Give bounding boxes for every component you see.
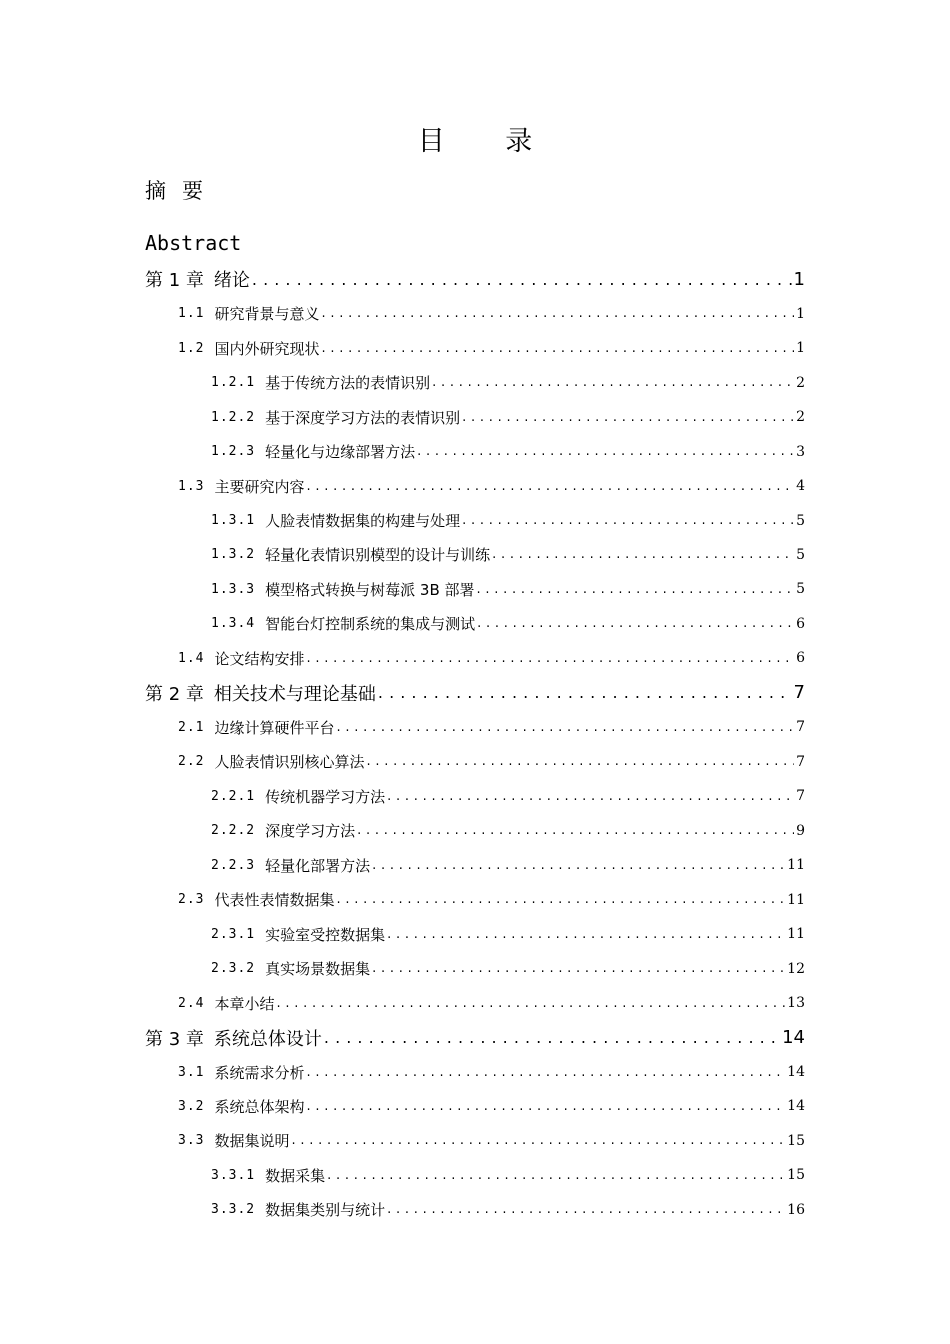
toc-entry-label: 轻量化部署方法 bbox=[265, 856, 371, 875]
toc-entry-label: 实验室受控数据集 bbox=[265, 925, 386, 944]
toc-entry-page-number: 1 bbox=[796, 305, 805, 322]
toc-entry-page-number: 16 bbox=[787, 1201, 805, 1218]
toc-entry-number: 2.2.2 bbox=[211, 823, 256, 839]
toc-entry-page-number: 14 bbox=[787, 1098, 805, 1115]
table-of-contents bbox=[0, 262, 950, 1227]
toc-entry-page-number: 14 bbox=[782, 1027, 805, 1049]
toc-entry-label: 系统总体架构 bbox=[214, 1097, 305, 1116]
toc-entry-number: 3.3 bbox=[178, 1133, 205, 1149]
toc-entry-page-number: 1 bbox=[793, 268, 805, 290]
toc-entry-label: 边缘计算硬件平台 bbox=[214, 718, 335, 737]
toc-entry-label: 基于传统方法的表情识别 bbox=[265, 374, 431, 393]
toc-entry-number: 1.2.1 bbox=[211, 375, 256, 391]
toc-entry[interactable] bbox=[0, 400, 805, 434]
toc-entry-label: 主要研究内容 bbox=[214, 477, 305, 496]
toc-entry-number: 3.3.2 bbox=[211, 1202, 256, 1218]
toc-entry-number: 2.2.3 bbox=[211, 857, 256, 873]
toc-entry-label: 系统需求分析 bbox=[214, 1063, 305, 1082]
toc-entry[interactable] bbox=[0, 1055, 805, 1089]
toc-entry-number: 1.3.1 bbox=[211, 513, 256, 529]
toc-entry-number: 3.1 bbox=[178, 1064, 205, 1080]
toc-entry-page-number: 6 bbox=[796, 615, 805, 632]
toc-dot-leader bbox=[307, 651, 795, 666]
toc-entry[interactable] bbox=[0, 951, 805, 985]
toc-entry[interactable] bbox=[0, 779, 805, 813]
toc-entry-number: 1.3.3 bbox=[211, 581, 256, 597]
toc-entry-number: 第 3 章 bbox=[145, 1028, 204, 1050]
toc-entry-number: 2.2 bbox=[178, 754, 205, 770]
toc-entry-number: 1.4 bbox=[178, 650, 205, 666]
toc-entry-page-number: 7 bbox=[796, 719, 805, 736]
toc-entry-page-number: 7 bbox=[796, 788, 805, 805]
toc-entry-label: 深度学习方法 bbox=[265, 822, 356, 841]
toc-entry-number: 第 2 章 bbox=[145, 683, 204, 705]
toc-entry-number: 2.1 bbox=[178, 719, 205, 735]
toc-entry-label: 国内外研究现状 bbox=[214, 339, 320, 358]
toc-entry-label: 基于深度学习方法的表情识别 bbox=[265, 408, 461, 427]
toc-entry-page-number: 5 bbox=[796, 581, 805, 598]
toc-entry[interactable] bbox=[0, 1089, 805, 1123]
toc-dot-leader bbox=[327, 1168, 785, 1183]
toc-entry-label: 本章小结 bbox=[214, 994, 275, 1013]
toc-entry-label: 轻量化表情识别模型的设计与训练 bbox=[265, 546, 491, 565]
toc-dot-leader bbox=[337, 720, 795, 735]
toc-entry-page-number: 3 bbox=[796, 443, 805, 460]
toc-dot-leader bbox=[387, 789, 794, 804]
toc-entry[interactable] bbox=[0, 986, 805, 1020]
toc-dot-leader bbox=[432, 375, 794, 390]
toc-entry-label: 论文结构安排 bbox=[214, 649, 305, 668]
toc-entry[interactable] bbox=[0, 503, 805, 537]
toc-entry[interactable] bbox=[0, 676, 805, 710]
toc-entry-page-number: 15 bbox=[787, 1167, 805, 1184]
toc-dot-leader bbox=[477, 582, 795, 597]
toc-entry-label: 人脸表情识别核心算法 bbox=[214, 753, 365, 772]
toc-dot-leader bbox=[378, 683, 792, 702]
toc-entry-page-number: 11 bbox=[787, 891, 805, 908]
toc-entry[interactable] bbox=[0, 1020, 805, 1054]
toc-entry[interactable] bbox=[0, 710, 805, 744]
toc-dot-leader bbox=[387, 1202, 785, 1217]
toc-dot-leader bbox=[367, 754, 795, 769]
toc-entry[interactable] bbox=[0, 917, 805, 951]
toc-dot-leader bbox=[387, 927, 785, 942]
toc-dot-leader bbox=[337, 892, 786, 907]
toc-dot-leader bbox=[307, 479, 795, 494]
toc-entry-page-number: 4 bbox=[796, 478, 805, 495]
toc-entry[interactable] bbox=[0, 572, 805, 606]
toc-dot-leader bbox=[462, 513, 794, 528]
abstract-cn-heading[interactable]: 摘要 bbox=[145, 179, 219, 203]
toc-entry-number: 2.3.1 bbox=[211, 926, 256, 942]
toc-entry-number: 1.2.2 bbox=[211, 409, 256, 425]
toc-entry-page-number: 11 bbox=[787, 857, 805, 874]
toc-entry[interactable] bbox=[0, 538, 805, 572]
toc-dot-leader bbox=[372, 858, 785, 873]
toc-entry-number: 2.3.2 bbox=[211, 961, 256, 977]
abstract-en-heading[interactable]: Abstract bbox=[145, 231, 242, 255]
toc-dot-leader bbox=[492, 547, 794, 562]
toc-entry[interactable] bbox=[0, 365, 805, 399]
toc-entry-page-number: 7 bbox=[793, 682, 805, 704]
toc-entry-label: 数据采集 bbox=[265, 1166, 326, 1185]
toc-entry-label: 系统总体设计 bbox=[213, 1028, 322, 1050]
toc-entry-label: 数据集说明 bbox=[214, 1132, 290, 1151]
toc-dot-leader bbox=[307, 1099, 786, 1114]
toc-entry-page-number: 9 bbox=[796, 822, 805, 839]
toc-entry-page-number: 1 bbox=[796, 340, 805, 357]
toc-entry[interactable] bbox=[0, 331, 805, 365]
toc-entry-label: 相关技术与理论基础 bbox=[213, 683, 376, 705]
toc-entry-number: 1.3 bbox=[178, 478, 205, 494]
toc-entry-page-number: 2 bbox=[796, 374, 805, 391]
toc-entry-label: 传统机器学习方法 bbox=[265, 787, 386, 806]
toc-entry[interactable] bbox=[0, 1158, 805, 1192]
toc-entry[interactable] bbox=[0, 882, 805, 916]
toc-entry-label: 研究背景与意义 bbox=[214, 305, 320, 324]
toc-dot-leader bbox=[322, 306, 795, 321]
toc-entry-number: 第 1 章 bbox=[145, 270, 204, 292]
toc-entry-number: 2.2.1 bbox=[211, 788, 256, 804]
toc-entry-label: 轻量化与边缘部署方法 bbox=[265, 443, 416, 462]
toc-entry-page-number: 15 bbox=[787, 1132, 805, 1149]
toc-entry-label: 人脸表情数据集的构建与处理 bbox=[265, 512, 461, 531]
toc-entry-page-number: 2 bbox=[796, 409, 805, 426]
toc-entry[interactable] bbox=[0, 745, 805, 779]
toc-entry-label: 数据集类别与统计 bbox=[265, 1201, 386, 1220]
toc-entry-page-number: 5 bbox=[796, 546, 805, 563]
toc-entry-number: 1.2.3 bbox=[211, 444, 256, 460]
toc-entry-number: 3.2 bbox=[178, 1098, 205, 1114]
toc-entry[interactable] bbox=[0, 296, 805, 330]
toc-entry[interactable] bbox=[0, 641, 805, 675]
toc-dot-leader bbox=[292, 1133, 786, 1148]
toc-dot-leader bbox=[307, 1065, 786, 1080]
toc-entry[interactable] bbox=[0, 434, 805, 468]
toc-dot-leader bbox=[252, 270, 792, 289]
toc-entry[interactable] bbox=[0, 262, 805, 296]
toc-entry-number: 1.3.4 bbox=[211, 616, 256, 632]
toc-entry-number: 3.3.1 bbox=[211, 1167, 256, 1183]
toc-entry-number: 1.1 bbox=[178, 306, 205, 322]
toc-entry[interactable] bbox=[0, 469, 805, 503]
toc-entry-page-number: 11 bbox=[787, 926, 805, 943]
toc-dot-leader bbox=[324, 1028, 780, 1047]
toc-dot-leader bbox=[322, 341, 795, 356]
toc-entry[interactable] bbox=[0, 814, 805, 848]
toc-entry-page-number: 7 bbox=[796, 753, 805, 770]
toc-entry-label: 智能台灯控制系统的集成与测试 bbox=[265, 615, 476, 634]
toc-entry-number: 2.3 bbox=[178, 892, 205, 908]
toc-dot-leader bbox=[357, 823, 794, 838]
toc-entry-page-number: 6 bbox=[796, 650, 805, 667]
toc-dot-leader bbox=[372, 961, 785, 976]
toc-entry-page-number: 14 bbox=[787, 1064, 805, 1081]
toc-entry-label: 代表性表情数据集 bbox=[214, 891, 335, 910]
toc-dot-leader bbox=[477, 616, 794, 631]
toc-entry-page-number: 13 bbox=[787, 995, 805, 1012]
toc-entry-number: 1.3.2 bbox=[211, 547, 256, 563]
toc-entry[interactable] bbox=[0, 1124, 805, 1158]
toc-entry-label: 绪论 bbox=[213, 270, 250, 292]
toc-dot-leader bbox=[277, 996, 786, 1011]
toc-entry-number: 2.4 bbox=[178, 995, 205, 1011]
toc-entry-label: 模型格式转换与树莓派 3B 部署 bbox=[265, 580, 475, 599]
toc-entry-label: 真实场景数据集 bbox=[265, 960, 371, 979]
toc-entry-page-number: 5 bbox=[796, 512, 805, 529]
page-title: 目 录 bbox=[417, 126, 559, 157]
toc-dot-leader bbox=[462, 410, 794, 425]
toc-dot-leader bbox=[417, 444, 794, 459]
toc-entry[interactable] bbox=[0, 1193, 805, 1227]
toc-entry-page-number: 12 bbox=[787, 960, 805, 977]
toc-entry-number: 1.2 bbox=[178, 340, 205, 356]
toc-entry[interactable] bbox=[0, 848, 805, 882]
toc-entry[interactable] bbox=[0, 607, 805, 641]
